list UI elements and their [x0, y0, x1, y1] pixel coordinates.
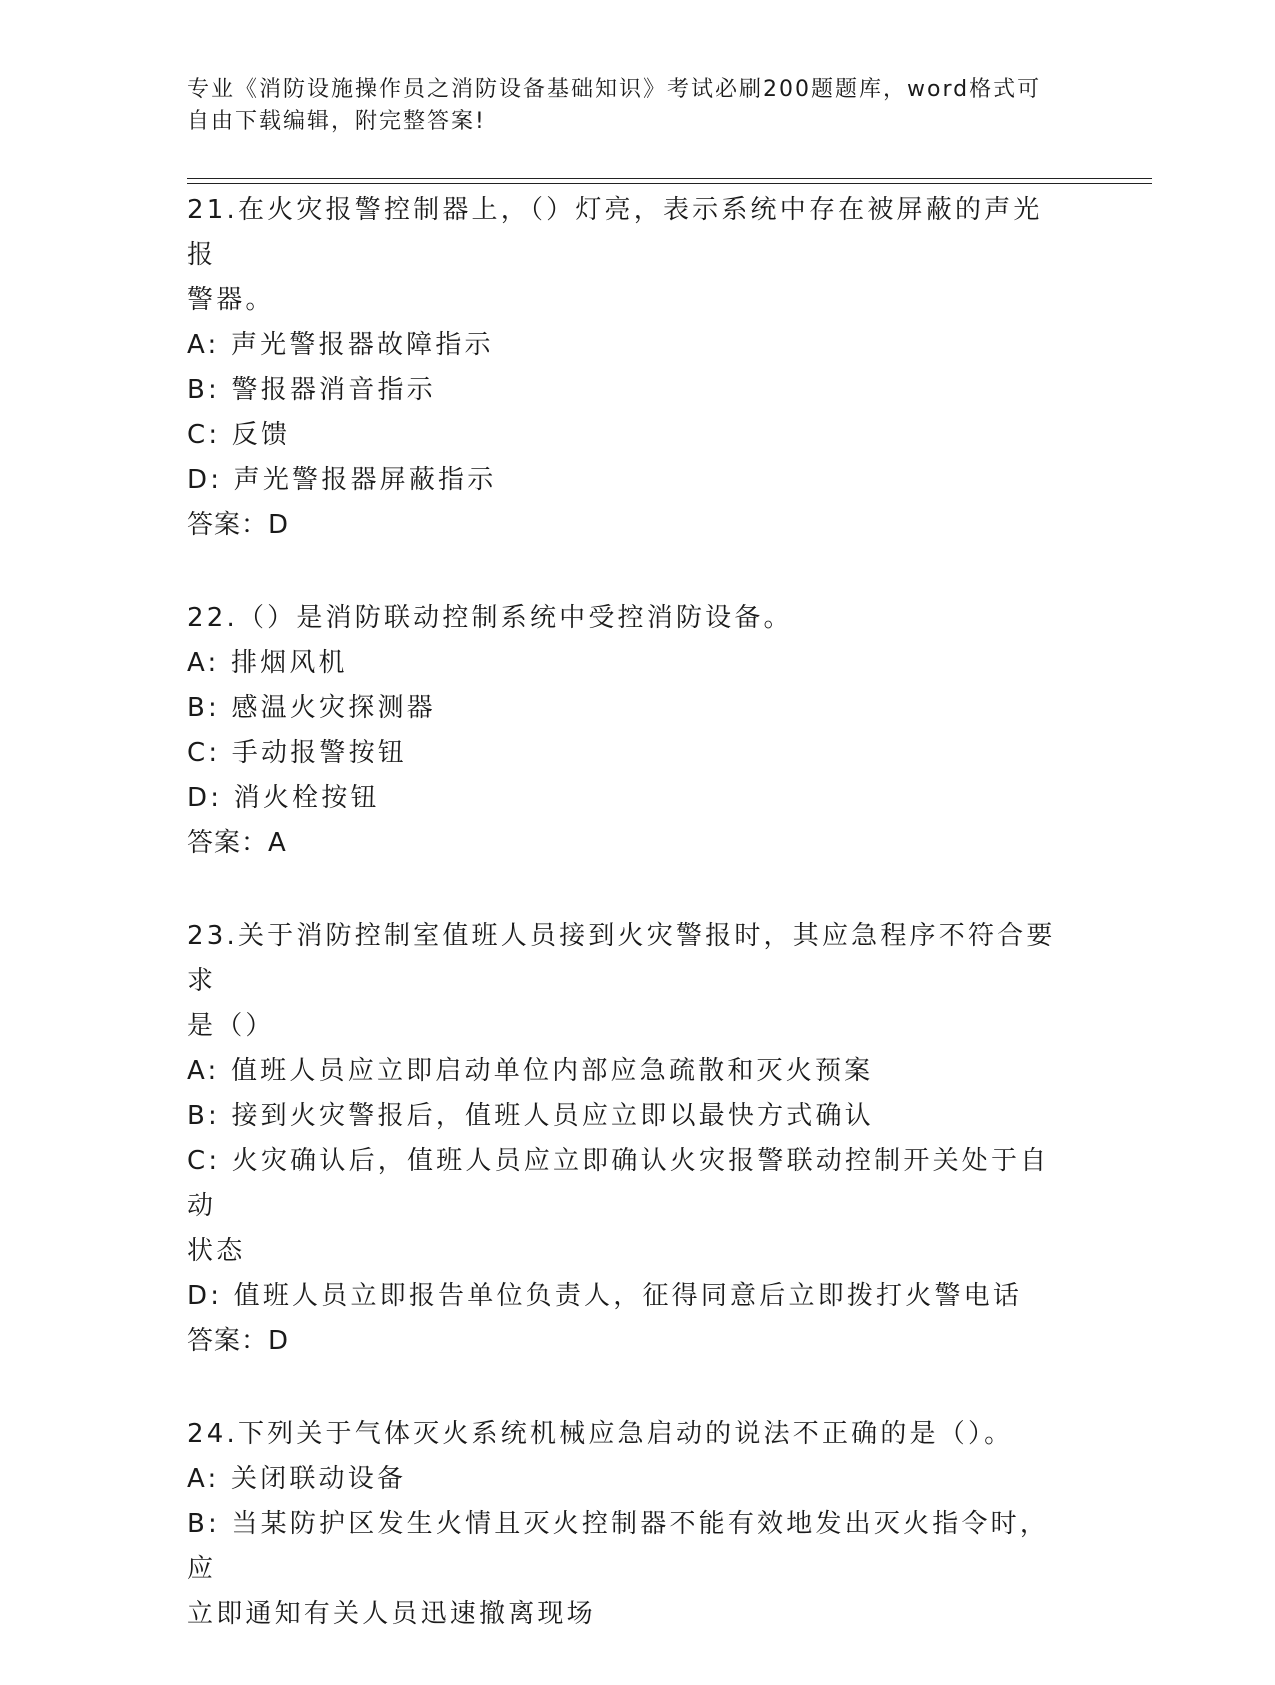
- option-d: D: 值班人员立即报告单位负责人，征得同意后立即拨打火警电话: [187, 1281, 1023, 1311]
- header-line-1: 专业《消防设施操作员之消防设备基础知识》考试必刷200题题库，word格式可: [187, 77, 1042, 102]
- question-stem-line: 警器。: [187, 285, 275, 315]
- question-24: [187, 1412, 1067, 1637]
- question-stem-line: 21.在火灾报警控制器上，（）灯亮，表示系统中存在被屏蔽的声光报: [187, 195, 1043, 270]
- option-b: B: 接到火灾警报后，值班人员应立即以最快方式确认: [187, 1101, 874, 1131]
- option-a: A: 声光警报器故障指示: [187, 330, 494, 360]
- header-line-2: 自由下载编辑，附完整答案!: [187, 109, 486, 134]
- option-c: C: 反馈: [187, 420, 291, 450]
- question-22: [187, 596, 1067, 866]
- answer: 答案：D: [187, 1326, 290, 1356]
- option-c-line: 状态: [187, 1236, 246, 1266]
- option-b: B: 警报器消音指示: [187, 375, 436, 405]
- option-b: B: 感温火灾探测器: [187, 693, 436, 723]
- question-stem-line: 23.关于消防控制室值班人员接到火灾警报时，其应急程序不符合要求: [187, 921, 1056, 996]
- question-stem-line: 24.下列关于气体灭火系统机械应急启动的说法不正确的是（）。: [187, 1419, 1014, 1449]
- answer: 答案：D: [187, 510, 290, 540]
- option-a: A: 排烟风机: [187, 648, 348, 678]
- option-c: C: 手动报警按钮: [187, 738, 407, 768]
- option-d: D: 消火栓按钮: [187, 783, 380, 813]
- header-divider-top: [187, 178, 1152, 179]
- header-divider-bottom: [187, 183, 1152, 184]
- option-b-line: 立即通知有关人员迅速撤离现场: [187, 1599, 596, 1629]
- option-a: A: 值班人员应立即启动单位内部应急疏散和灭火预案: [187, 1056, 874, 1086]
- document-header: [187, 74, 1067, 138]
- option-c-line: C: 火灾确认后，值班人员应立即确认火灾报警联动控制开关处于自动: [187, 1146, 1050, 1221]
- question-21: [187, 188, 1067, 548]
- question-stem-line: 22.（）是消防联动控制系统中受控消防设备。: [187, 603, 793, 633]
- option-a: A: 关闭联动设备: [187, 1464, 407, 1494]
- question-23: [187, 914, 1067, 1364]
- question-list: [187, 188, 1067, 1685]
- answer: 答案：A: [187, 828, 287, 858]
- option-b-line: B: 当某防护区发生火情且灭火控制器不能有效地发出灭火指令时，应: [187, 1509, 1050, 1584]
- option-d: D: 声光警报器屏蔽指示: [187, 465, 497, 495]
- question-stem-line: 是（）: [187, 1011, 275, 1041]
